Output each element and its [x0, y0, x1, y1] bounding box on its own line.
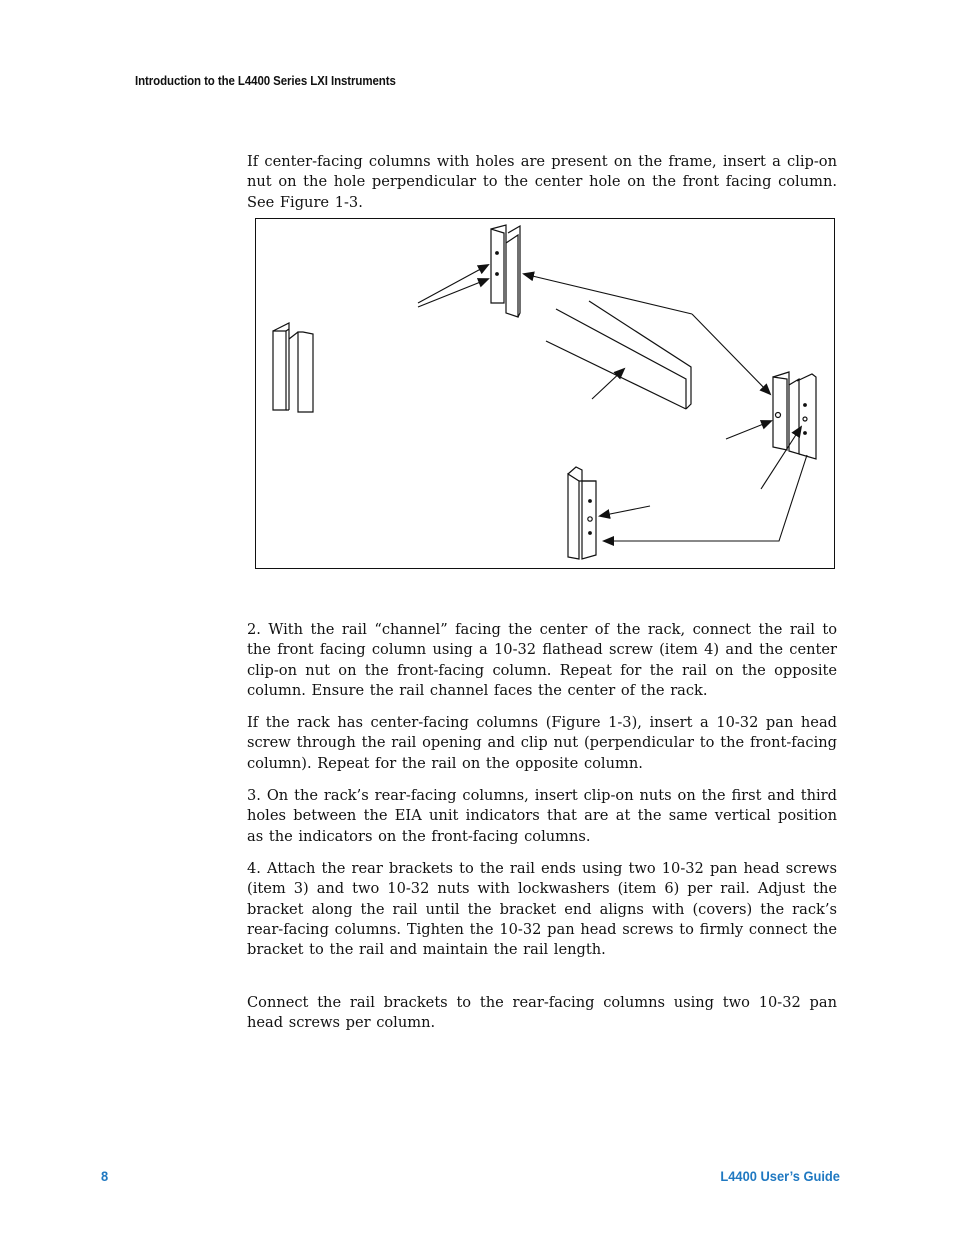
bottom-column [568, 467, 596, 559]
step-4-paragraph: 4. Attach the rear brackets to the rail ends using two 10-32 pan head screws (item 3) and two 10-32 nuts with lockwashers (item 6) per rail. Adjust the bracket along the rail until the bracket end aligns with (covers) the rack’s rear-facing columns. Tighten the 10-32 pan head screws to firmly connect the bracket to the rail and maintain the rail length. [247, 860, 837, 959]
step-2-note-paragraph: If the rack has center-facing columns (Figure 1-3), insert a 10-32 pan head screw through the rail opening and clip nut (perpendicular to the front-facing column). Repeat for the rail on the opposite column. [247, 714, 837, 772]
rack-columns-illustration [256, 219, 836, 570]
callout-arrows [418, 265, 807, 541]
guide-title: L4400 User’s Guide [720, 1168, 840, 1184]
left-column [273, 323, 313, 412]
step-3-paragraph: 3. On the rack’s rear-facing columns, insert clip-on nuts on the first and third holes between the EIA unit indicators that are at the same vertical position as the indicators on the front-facing columns. [247, 787, 837, 845]
step-4-note-paragraph: Connect the rail brackets to the rear-facing columns using two 10-32 pan head screws per column. [247, 994, 837, 1032]
rail-channel [546, 301, 691, 409]
intro-paragraph: If center-facing columns with holes are present on the frame, insert a clip-on nut on the hole perpendicular to the center hole on the front facing column. See Figure 1-3. [247, 153, 837, 211]
figure-rack-columns [255, 218, 835, 569]
right-column [773, 372, 816, 459]
running-header: Introduction to the L4400 Series LXI Instruments [135, 74, 396, 88]
step-2-paragraph: 2. With the rail “channel” facing the center of the rack, connect the rail to the front facing column using a 10-32 flathead screw (item 4) and the center clip-on nut on the front-facing column. Repeat for the rail on the opposite column. Ensure the rail channel faces the center of the rack. [247, 621, 837, 699]
page-number: 8 [101, 1168, 109, 1184]
top-column [491, 225, 520, 317]
